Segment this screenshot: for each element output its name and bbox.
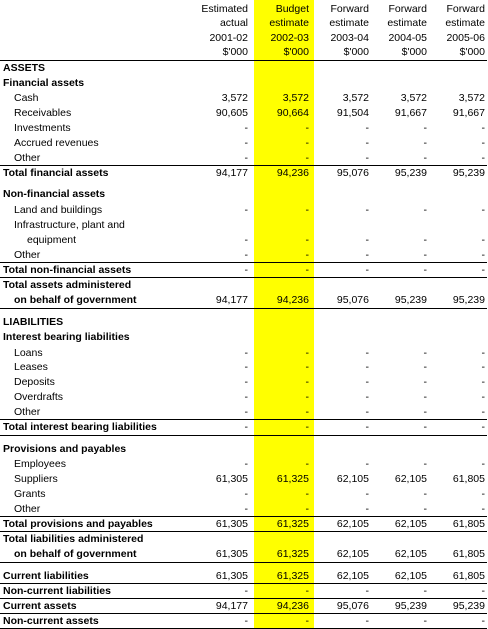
cell-forward-estimate-2003-04: - <box>365 503 369 515</box>
cell-estimated-actual: 61,305 <box>215 570 248 582</box>
cell-forward-estimate-2004-05: - <box>423 376 427 388</box>
header-budget-estimate-line3: 2002-03 <box>270 32 309 44</box>
cell-estimated-actual: - <box>244 458 248 470</box>
cell-budget-estimate: 61,325 <box>276 548 309 560</box>
cell-forward-estimate-2003-04: - <box>365 391 369 403</box>
header-forward-estimate-2004-05-line2: estimate <box>387 17 427 29</box>
cell-forward-estimate-2003-04: - <box>365 234 369 246</box>
cell-budget-estimate: - <box>305 503 309 515</box>
current-assets-rule <box>0 613 487 614</box>
cell-estimated-actual: - <box>244 406 248 418</box>
cell-budget-estimate: - <box>305 152 309 164</box>
cell-estimated-actual: 94,177 <box>215 294 248 306</box>
row-label: Current liabilities <box>3 570 89 582</box>
cell-forward-estimate-2005-06: - <box>481 406 485 418</box>
cell-forward-estimate-2003-04: 91,504 <box>336 107 369 119</box>
cell-estimated-actual: - <box>244 391 248 403</box>
cell-forward-estimate-2004-05: - <box>423 152 427 164</box>
total-non-financial-assets-rule <box>0 262 487 263</box>
cell-forward-estimate-2005-06: - <box>481 615 485 627</box>
cell-estimated-actual: 90,605 <box>215 107 248 119</box>
header-estimated-actual-line2: actual <box>219 17 248 29</box>
cell-forward-estimate-2004-05: - <box>423 122 427 134</box>
cell-budget-estimate: - <box>305 249 309 261</box>
cell-budget-estimate: - <box>305 421 309 433</box>
header-forward-estimate-2005-06-line2: estimate <box>445 17 485 29</box>
cell-budget-estimate: - <box>305 264 309 276</box>
cell-estimated-actual: - <box>244 503 248 515</box>
cell-forward-estimate-2005-06: - <box>481 264 485 276</box>
cell-forward-estimate-2004-05: - <box>423 421 427 433</box>
header-forward-estimate-2005-06-line4: $'000 <box>459 46 485 58</box>
header-forward-estimate-2003-04-line4: $'000 <box>343 46 369 58</box>
header-estimated-actual-line1: Estimated <box>201 3 248 15</box>
cell-forward-estimate-2004-05: 95,239 <box>394 167 427 179</box>
cell-forward-estimate-2005-06: 61,805 <box>452 473 485 485</box>
cell-forward-estimate-2005-06: - <box>481 137 485 149</box>
row-label: Suppliers <box>14 473 58 485</box>
row-label: Cash <box>14 92 39 104</box>
cell-forward-estimate-2005-06: - <box>481 152 485 164</box>
cell-forward-estimate-2003-04: - <box>365 137 369 149</box>
header-budget-estimate-line1: Budget <box>275 3 309 15</box>
header-estimated-actual-line3: 2001-02 <box>209 32 248 44</box>
cell-forward-estimate-2005-06: - <box>481 122 485 134</box>
cell-forward-estimate-2004-05: - <box>423 347 427 359</box>
row-label: LIABILITIES <box>3 316 64 328</box>
cell-forward-estimate-2005-06: - <box>481 347 485 359</box>
cell-forward-estimate-2003-04: - <box>365 615 369 627</box>
row-label: equipment <box>27 234 77 246</box>
cell-estimated-actual: - <box>244 361 248 373</box>
cell-forward-estimate-2003-04: - <box>365 122 369 134</box>
cell-forward-estimate-2003-04: 62,105 <box>336 570 369 582</box>
row-label: Other <box>14 249 41 261</box>
cell-forward-estimate-2005-06: 61,805 <box>452 548 485 560</box>
row-label: Total assets administered <box>3 279 132 291</box>
cell-budget-estimate: - <box>305 488 309 500</box>
cell-estimated-actual: 94,177 <box>215 600 248 612</box>
cell-forward-estimate-2003-04: 3,572 <box>342 92 369 104</box>
cell-forward-estimate-2005-06: - <box>481 391 485 403</box>
cell-forward-estimate-2004-05: 3,572 <box>400 92 427 104</box>
total-liabilities-rule-top <box>0 531 487 532</box>
cell-forward-estimate-2005-06: - <box>481 204 485 216</box>
cell-estimated-actual: 61,305 <box>215 548 248 560</box>
cell-forward-estimate-2005-06: - <box>481 458 485 470</box>
row-label: Accrued revenues <box>14 137 99 149</box>
cell-forward-estimate-2003-04: - <box>365 249 369 261</box>
cell-forward-estimate-2003-04: - <box>365 406 369 418</box>
cell-forward-estimate-2004-05: - <box>423 204 427 216</box>
row-label: Total interest bearing liabilities <box>3 421 157 433</box>
row-label: Non-current assets <box>3 615 99 627</box>
row-label: Overdrafts <box>14 391 64 403</box>
cell-forward-estimate-2004-05: 62,105 <box>394 518 427 530</box>
cell-budget-estimate: - <box>305 234 309 246</box>
cell-forward-estimate-2004-05: - <box>423 458 427 470</box>
row-label: Infrastructure, plant and <box>14 219 125 231</box>
cell-forward-estimate-2005-06: 95,239 <box>452 600 485 612</box>
cell-forward-estimate-2005-06: 61,805 <box>452 570 485 582</box>
cell-forward-estimate-2003-04: - <box>365 488 369 500</box>
cell-budget-estimate: - <box>305 137 309 149</box>
row-label: Current assets <box>3 600 77 612</box>
total-interest-bearing-rule <box>0 419 487 420</box>
header-underline <box>0 60 487 61</box>
cell-forward-estimate-2004-05: - <box>423 264 427 276</box>
row-label: Non-current liabilities <box>3 585 111 597</box>
non-current-liabilities-rule <box>0 598 487 599</box>
header-budget-estimate-line4: $'000 <box>283 46 309 58</box>
cell-forward-estimate-2004-05: - <box>423 406 427 418</box>
cell-forward-estimate-2004-05: - <box>423 488 427 500</box>
cell-budget-estimate: - <box>305 406 309 418</box>
cell-estimated-actual: 3,572 <box>221 92 248 104</box>
current-liabilities-rule <box>0 583 487 584</box>
cell-forward-estimate-2003-04: - <box>365 361 369 373</box>
cell-estimated-actual: - <box>244 347 248 359</box>
cell-budget-estimate: - <box>305 347 309 359</box>
row-label: Total provisions and payables <box>3 518 153 530</box>
cell-forward-estimate-2004-05: - <box>423 503 427 515</box>
cell-forward-estimate-2004-05: 95,239 <box>394 294 427 306</box>
cell-forward-estimate-2003-04: - <box>365 347 369 359</box>
cell-estimated-actual: - <box>244 264 248 276</box>
row-label: Other <box>14 152 41 164</box>
total-assets-rule-bottom <box>0 308 487 309</box>
row-label: Non-financial assets <box>3 188 106 200</box>
cell-forward-estimate-2005-06: 95,239 <box>452 294 485 306</box>
cell-budget-estimate: - <box>305 585 309 597</box>
cell-budget-estimate: - <box>305 122 309 134</box>
row-label: Interest bearing liabilities <box>3 331 130 343</box>
header-budget-estimate-line2: estimate <box>269 17 309 29</box>
cell-budget-estimate: 61,325 <box>276 473 309 485</box>
cell-budget-estimate: - <box>305 204 309 216</box>
cell-estimated-actual: - <box>244 234 248 246</box>
cell-forward-estimate-2005-06: 95,239 <box>452 167 485 179</box>
row-label: Deposits <box>14 376 55 388</box>
cell-forward-estimate-2004-05: - <box>423 234 427 246</box>
cell-estimated-actual: 61,305 <box>215 518 248 530</box>
cell-forward-estimate-2003-04: - <box>365 376 369 388</box>
cell-forward-estimate-2005-06: 61,805 <box>452 518 485 530</box>
cell-forward-estimate-2003-04: - <box>365 264 369 276</box>
header-forward-estimate-2004-05-line4: $'000 <box>401 46 427 58</box>
row-label: Other <box>14 406 41 418</box>
cell-forward-estimate-2004-05: 95,239 <box>394 600 427 612</box>
header-forward-estimate-2004-05-line3: 2004-05 <box>388 32 427 44</box>
cell-budget-estimate: 94,236 <box>276 294 309 306</box>
cell-forward-estimate-2003-04: - <box>365 585 369 597</box>
cell-estimated-actual: - <box>244 421 248 433</box>
cell-forward-estimate-2004-05: - <box>423 615 427 627</box>
cell-estimated-actual: - <box>244 204 248 216</box>
cell-forward-estimate-2003-04: 95,076 <box>336 600 369 612</box>
cell-budget-estimate: - <box>305 391 309 403</box>
cell-estimated-actual: - <box>244 488 248 500</box>
cell-forward-estimate-2004-05: - <box>423 249 427 261</box>
cell-forward-estimate-2005-06: - <box>481 361 485 373</box>
cell-forward-estimate-2004-05: - <box>423 361 427 373</box>
cell-forward-estimate-2005-06: - <box>481 249 485 261</box>
cell-estimated-actual: - <box>244 376 248 388</box>
cell-budget-estimate: - <box>305 458 309 470</box>
cell-forward-estimate-2003-04: 62,105 <box>336 473 369 485</box>
cell-forward-estimate-2004-05: 91,667 <box>394 107 427 119</box>
row-label: Total financial assets <box>3 167 109 179</box>
cell-forward-estimate-2005-06: - <box>481 234 485 246</box>
row-label: Grants <box>14 488 46 500</box>
cell-forward-estimate-2003-04: - <box>365 458 369 470</box>
cell-budget-estimate: 61,325 <box>276 570 309 582</box>
total-liabilities-rule-bottom <box>0 562 487 563</box>
row-label: Land and buildings <box>14 204 103 216</box>
cell-budget-estimate: - <box>305 361 309 373</box>
row-label: Leases <box>14 361 48 373</box>
cell-forward-estimate-2005-06: - <box>481 585 485 597</box>
header-forward-estimate-2003-04-line2: estimate <box>329 17 369 29</box>
header-forward-estimate-2005-06-line1: Forward <box>446 3 485 15</box>
row-label: Financial assets <box>3 77 85 89</box>
total-provisions-rule <box>0 516 487 517</box>
cell-forward-estimate-2004-05: - <box>423 137 427 149</box>
cell-estimated-actual: - <box>244 585 248 597</box>
cell-forward-estimate-2003-04: - <box>365 152 369 164</box>
cell-forward-estimate-2004-05: - <box>423 391 427 403</box>
cell-forward-estimate-2005-06: - <box>481 488 485 500</box>
row-label: ASSETS <box>3 62 46 74</box>
cell-forward-estimate-2003-04: - <box>365 421 369 433</box>
cell-forward-estimate-2003-04: 95,076 <box>336 294 369 306</box>
row-label: Receivables <box>14 107 72 119</box>
row-label: Total liabilities administered <box>3 533 144 545</box>
cell-budget-estimate: 61,325 <box>276 518 309 530</box>
header-forward-estimate-2003-04-line1: Forward <box>330 3 369 15</box>
cell-forward-estimate-2005-06: 91,667 <box>452 107 485 119</box>
cell-forward-estimate-2003-04: 95,076 <box>336 167 369 179</box>
cell-budget-estimate: 90,664 <box>276 107 309 119</box>
cell-estimated-actual: - <box>244 152 248 164</box>
row-label: Loans <box>14 347 43 359</box>
cell-forward-estimate-2005-06: - <box>481 376 485 388</box>
cell-estimated-actual: - <box>244 122 248 134</box>
cell-budget-estimate: 94,236 <box>276 167 309 179</box>
cell-forward-estimate-2005-06: - <box>481 503 485 515</box>
cell-budget-estimate: - <box>305 615 309 627</box>
cell-forward-estimate-2003-04: 62,105 <box>336 548 369 560</box>
header-forward-estimate-2003-04-line3: 2003-04 <box>330 32 369 44</box>
cell-estimated-actual: 94,177 <box>215 167 248 179</box>
header-forward-estimate-2004-05-line1: Forward <box>388 3 427 15</box>
cell-forward-estimate-2003-04: - <box>365 204 369 216</box>
cell-estimated-actual: 61,305 <box>215 473 248 485</box>
total-interest-bearing-rule-bottom <box>0 435 487 436</box>
row-label: on behalf of government <box>14 548 137 560</box>
row-label: Investments <box>14 122 71 134</box>
cell-forward-estimate-2004-05: 62,105 <box>394 570 427 582</box>
cell-estimated-actual: - <box>244 249 248 261</box>
cell-forward-estimate-2004-05: 62,105 <box>394 473 427 485</box>
cell-forward-estimate-2005-06: 3,572 <box>458 92 485 104</box>
cell-forward-estimate-2005-06: - <box>481 421 485 433</box>
cell-budget-estimate: - <box>305 376 309 388</box>
total-financial-assets-rule <box>0 165 487 166</box>
row-label: Employees <box>14 458 66 470</box>
header-estimated-actual-line4: $'000 <box>222 46 248 58</box>
cell-budget-estimate: 94,236 <box>276 600 309 612</box>
total-assets-rule-top <box>0 277 487 278</box>
cell-forward-estimate-2004-05: 62,105 <box>394 548 427 560</box>
header-forward-estimate-2005-06-line3: 2005-06 <box>446 32 485 44</box>
row-label: Other <box>14 503 41 515</box>
row-label: on behalf of government <box>14 294 137 306</box>
row-label: Provisions and payables <box>3 443 127 455</box>
cell-estimated-actual: - <box>244 137 248 149</box>
row-label: Total non-financial assets <box>3 264 132 276</box>
cell-budget-estimate: 3,572 <box>282 92 309 104</box>
cell-forward-estimate-2004-05: - <box>423 585 427 597</box>
cell-forward-estimate-2003-04: 62,105 <box>336 518 369 530</box>
cell-estimated-actual: - <box>244 615 248 627</box>
